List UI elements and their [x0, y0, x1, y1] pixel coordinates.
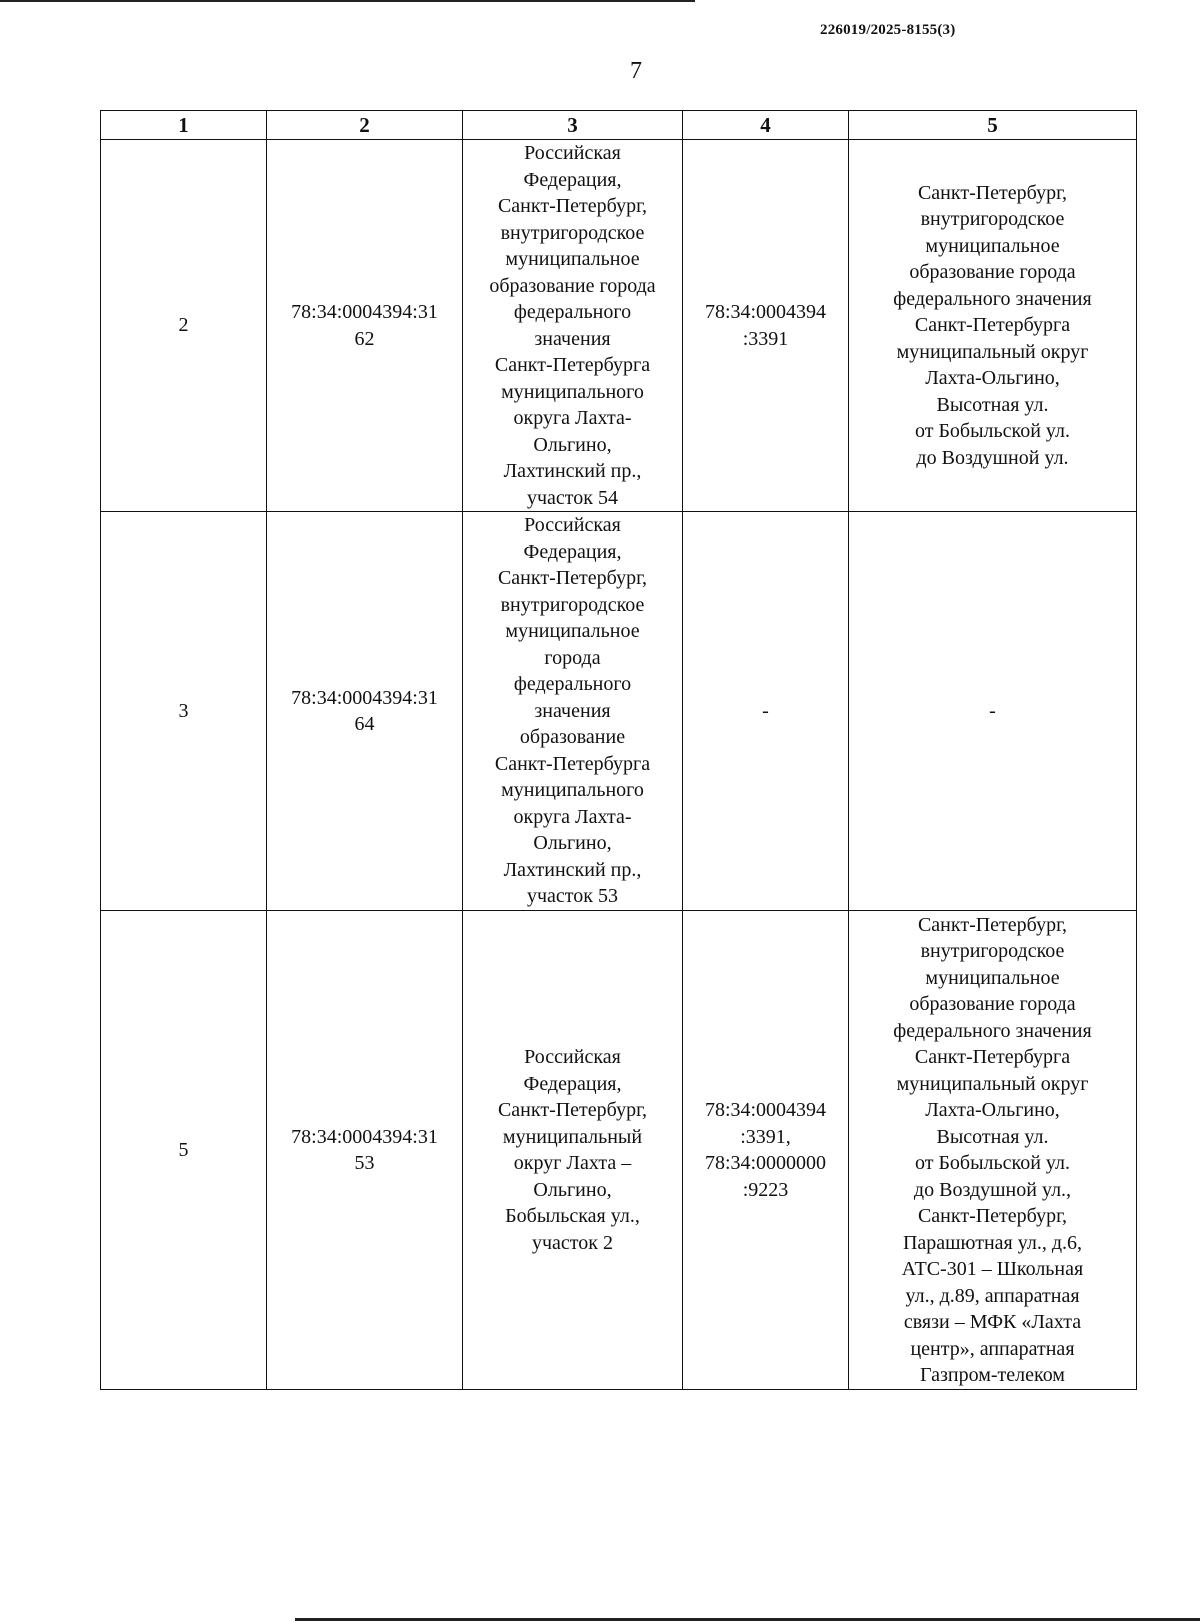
related-cadastral-cell: - — [683, 512, 849, 911]
column-header-1: 1 — [101, 111, 267, 140]
location-cell: - — [849, 512, 1137, 911]
column-header-3: 3 — [463, 111, 683, 140]
row-number-cell: 2 — [101, 140, 267, 512]
page-number: 7 — [630, 58, 642, 84]
row-number-cell: 3 — [101, 512, 267, 911]
location-cell: Санкт-Петербург, внутригородское муниципальное образование города федерального значения Санкт-Петербурга муниципальный округ Лахта-Ольгино, Высотная ул. от Бобыльской ул. до Воздушной ул. — [849, 140, 1137, 512]
location-cell: Санкт-Петербург, внутригородское муниципальное образование города федерального значения Санкт-Петербурга муниципальный округ Лахта-Ольгино, Высотная ул. от Бобыльской ул. до Воздушной ул., Санкт-Петербург, Парашютная ул., д.6, АТС-301 – Школьная ул., д.89, аппаратная связи – МФК «Лахта центр», аппаратная Газпром-телеком — [849, 911, 1137, 1390]
data-table — [100, 110, 1137, 1390]
address-cell: Российская Федерация, Санкт-Петербург, внутригородское муниципальное образование города федерального значения Санкт-Петербурга муниципального округа Лахта- Ольгино, Лахтинский пр., участок 54 — [463, 140, 683, 512]
address-cell: Российская Федерация, Санкт-Петербург, муниципальный округ Лахта – Ольгино, Бобыльская ул., участок 2 — [463, 911, 683, 1390]
table-row — [101, 140, 1137, 512]
column-header-2: 2 — [267, 111, 463, 140]
table-row — [101, 911, 1137, 1390]
column-header-5: 5 — [849, 111, 1137, 140]
column-header-4: 4 — [683, 111, 849, 140]
address-cell: Российская Федерация, Санкт-Петербург, внутригородское муниципальное города федерального значения образование Санкт-Петербурга муниципального округа Лахта- Ольгино, Лахтинский пр., участок 53 — [463, 512, 683, 911]
scan-edge-top — [0, 0, 695, 2]
document-number: 226019/2025-8155(3) — [820, 22, 956, 38]
cadastral-number-cell: 78:34:0004394:31 64 — [267, 512, 463, 911]
table-header-row — [101, 111, 1137, 140]
table-row — [101, 512, 1137, 911]
related-cadastral-cell: 78:34:0004394 :3391, 78:34:0000000 :9223 — [683, 911, 849, 1390]
row-number-cell: 5 — [101, 911, 267, 1390]
related-cadastral-cell: 78:34:0004394 :3391 — [683, 140, 849, 512]
scan-edge-bottom — [295, 1618, 1200, 1621]
cadastral-number-cell: 78:34:0004394:31 53 — [267, 911, 463, 1390]
cadastral-number-cell: 78:34:0004394:31 62 — [267, 140, 463, 512]
